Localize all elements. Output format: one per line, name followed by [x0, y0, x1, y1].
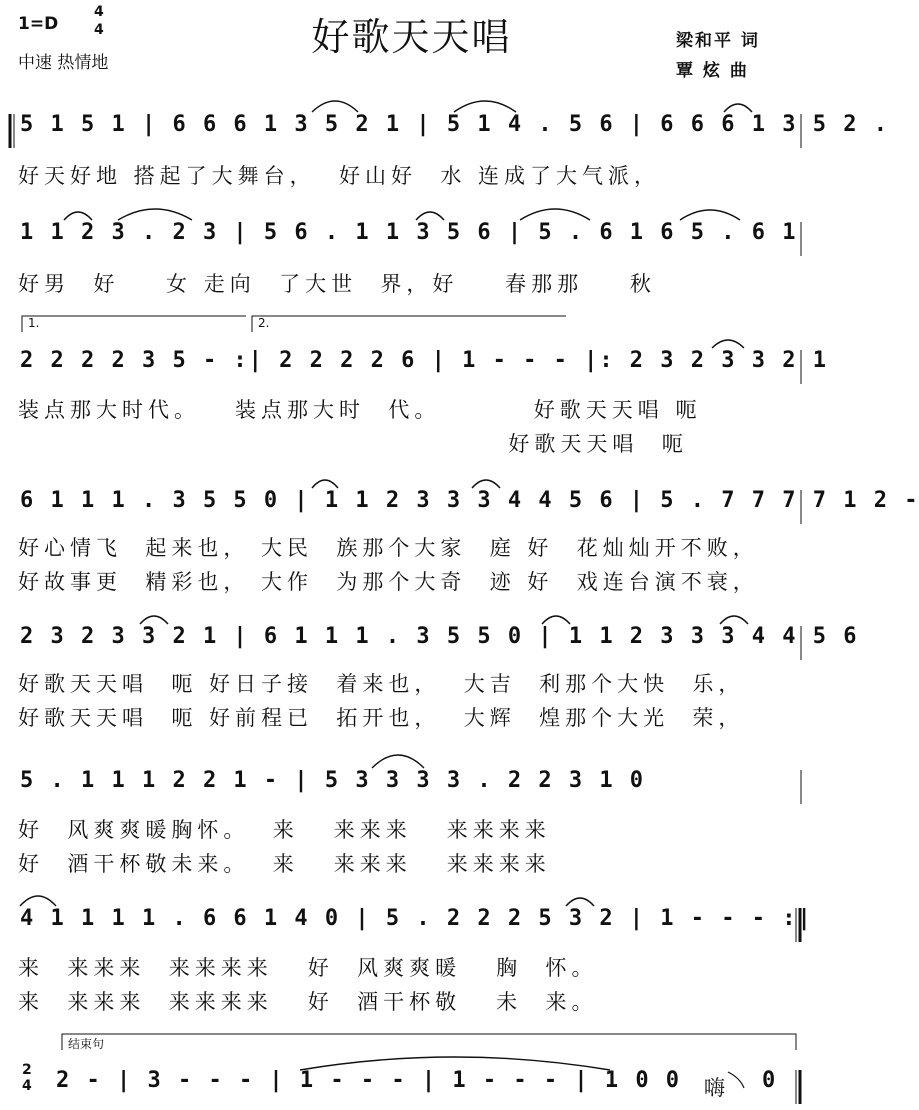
lyric-line-verse-2: 好歌天天唱 呃 — [18, 432, 688, 456]
composer-credit: 覃 炫 曲 — [676, 61, 749, 81]
volta-1-label: 1. — [28, 316, 40, 330]
notation-line: 5 1 5 1 | 6 6 6 1 3 5 2 1 | 5 1 4 . 5 6 | 6 6 6 1 3 5 2 . — [20, 112, 889, 137]
lyric-line-verse-1: 来 来来来 来来来来 好 风爽爽暖 胸 怀。 — [18, 956, 598, 980]
song-title: 好歌天天唱 — [311, 15, 512, 59]
ending-time-bottom: 4 — [22, 1078, 32, 1094]
notation-line: 6 1 1 1 . 3 5 5 0 | 1 1 2 3 3 3 4 4 5 6 | 5 . 7 7 7 7 1 2 - — [20, 488, 919, 513]
key-signature: 1=D — [18, 14, 59, 34]
lyric-line-verse-2: 好故事更 精彩也， 大作 为那个大奇 迹 好 戏连台演不衰， — [18, 570, 759, 594]
lyric-line: 装点那大时代。 装点那大时 代。 好歌天天唱 呃 — [18, 398, 702, 422]
slurs-and-barlines — [0, 488, 919, 528]
slurs-and-barlines — [0, 1040, 823, 1110]
lyric-line-verse-1: 好 风爽爽暖胸怀。 来 来来来 来来来来 — [18, 818, 551, 842]
lyric-line-verse-2: 来 来来来 来来来来 好 酒干杯敬 未 来。 — [18, 990, 598, 1014]
slurs-and-barlines — [0, 112, 889, 152]
lyric-line-verse-1: 好歌天天唱 呃 好日子接 着来也， 大吉 利那个大快 乐， — [18, 672, 745, 696]
volta-2-label: 2. — [258, 316, 270, 330]
lyric-line-verse-1: 好心情飞 起来也， 大民 族那个大家 庭 好 花灿灿开不败， — [18, 536, 759, 560]
notation-line: 5 . 1 1 1 2 2 1 - | 5 3 3 3 3 . 2 2 3 1 0 — [20, 768, 646, 793]
slurs-and-barlines — [0, 348, 828, 388]
volta-brackets — [0, 312, 823, 352]
notation-line: 1 1 2 3 . 2 3 | 5 6 . 1 1 3 5 6 | 5 . 6 1 6 5 . 6 1 — [20, 220, 798, 245]
time-signature-top: 4 — [94, 4, 104, 20]
time-signature-bottom: 4 — [94, 22, 104, 38]
slurs-and-barlines — [0, 220, 823, 260]
lyric-line-verse-2: 好歌天天唱 呃 好前程已 拓开也， 大辉 煌那个大光 荣， — [18, 706, 745, 730]
notation-line: 2 2 2 2 3 5 - :| 2 2 2 2 6 | 1 - - - |: 2 3 2 3 3 2 1 — [20, 348, 828, 373]
slurs-and-barlines — [0, 768, 823, 808]
notation-line: 4 1 1 1 1 . 6 6 1 4 0 | 5 . 2 2 2 5 3 2 | 1 - - - :| — [20, 906, 813, 931]
final-rest: 0 — [762, 1068, 778, 1093]
exclamation-lyric: 嗨 — [704, 1076, 725, 1100]
ending-time-top: 2 — [22, 1062, 32, 1078]
lyricist-credit: 梁和平 词 — [676, 31, 760, 51]
slurs-and-barlines — [0, 906, 823, 946]
lyric-line: 好天好地 搭起了大舞台， 好山好 水 连成了大气派， — [18, 164, 661, 188]
ending-label: 结束句 — [68, 1037, 105, 1051]
tempo-marking: 中速 热情地 — [18, 53, 109, 73]
notation-line: 2 3 2 3 3 2 1 | 6 1 1 1 . 3 5 5 0 | 1 1 2 3 3 3 4 4 5 6 — [20, 624, 859, 649]
notation-line: 2 - | 3 - - - | 1 - - - | 1 - - - | 1 0 0 — [56, 1068, 682, 1093]
lyric-line-verse-2: 好 酒干杯敬未来。 来 来来来 来来来来 — [18, 852, 551, 876]
slurs-and-barlines — [0, 624, 859, 664]
lyric-line: 好男 好 女 走向 了大世 界，好 春那那 秋 — [18, 272, 656, 296]
